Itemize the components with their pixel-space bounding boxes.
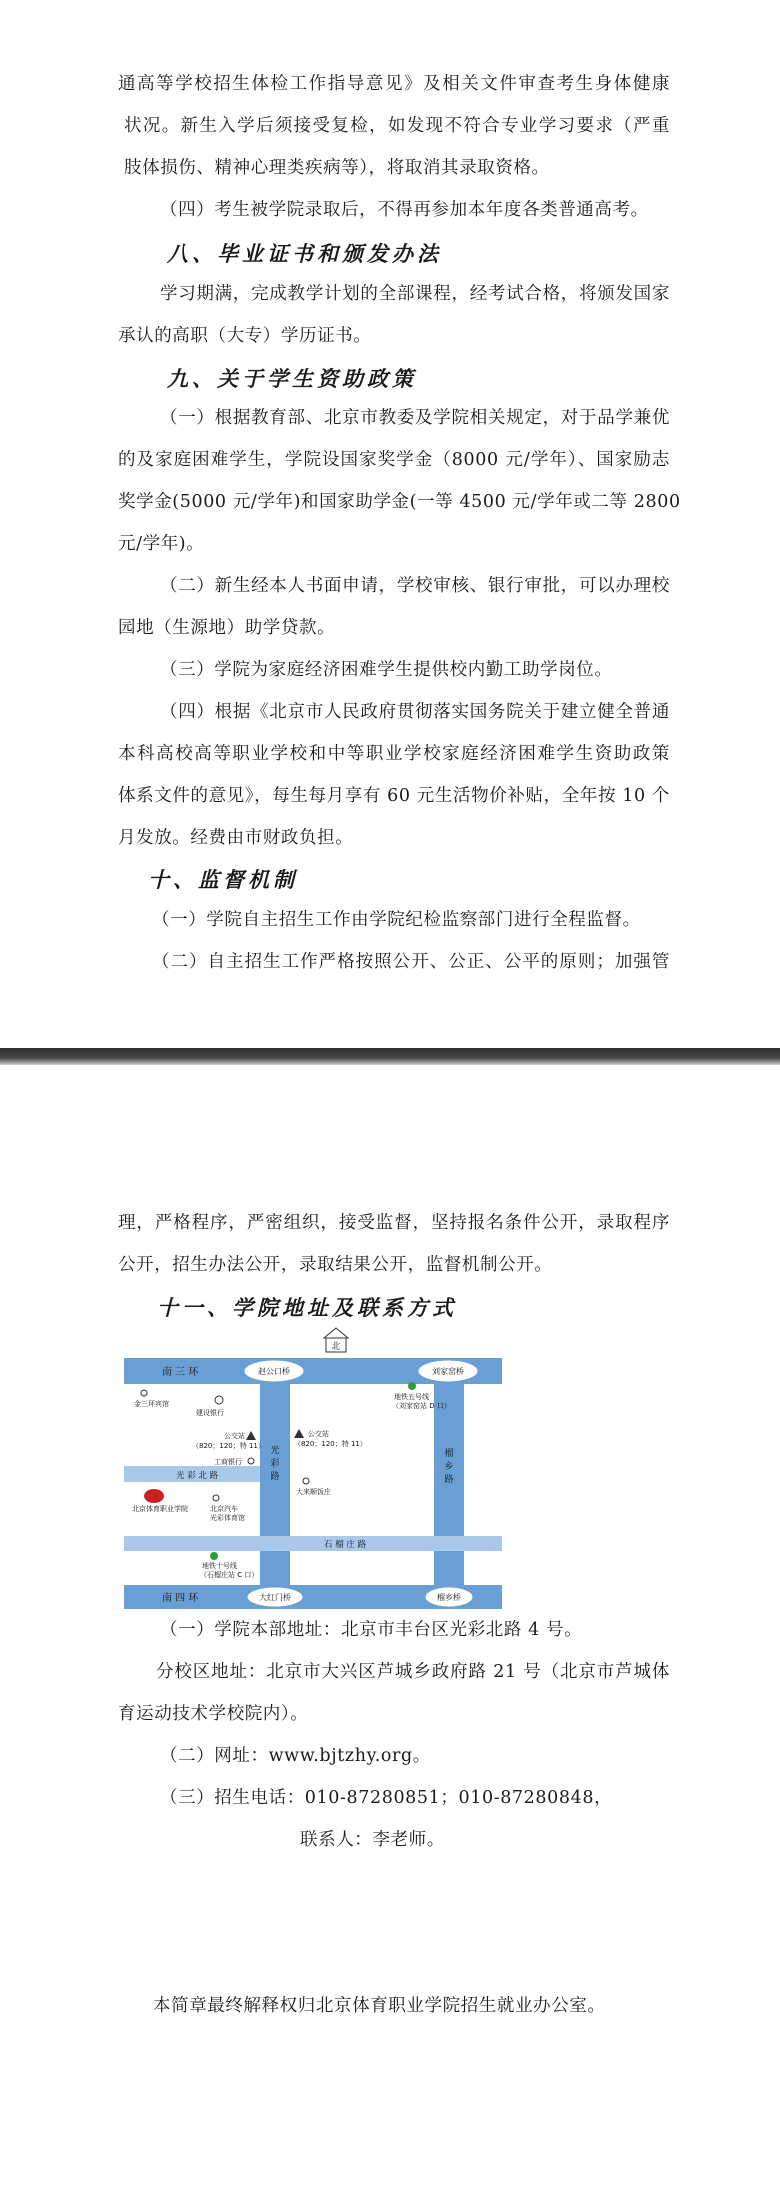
guangcai-road xyxy=(260,1384,290,1585)
bus1-routes: （820；120；特 11） xyxy=(192,1442,265,1450)
metro10-exit: （石榴庄站 C 口） xyxy=(200,1571,259,1579)
shiliuzhuang-road xyxy=(124,1536,502,1551)
metro-icon xyxy=(408,1382,416,1390)
paragraph-line: 奖学金(5000 元/学年)和国家助学金(一等 4500 元/学年或二等 2800 xyxy=(118,492,681,512)
paragraph-line: （一）根据教育部、北京市教委及学院相关规定，对于品学兼优 xyxy=(160,408,670,428)
dahongmen-label: 大红门桥 xyxy=(259,1593,291,1602)
stadium-label: 光彩体育馆 xyxy=(210,1514,245,1522)
section-heading-10: 十、监督机制 xyxy=(148,868,298,892)
paragraph-line: 学习期满，完成教学计划的全部课程，经考试合格，将颁发国家 xyxy=(160,284,670,304)
website-line: （二）网址：www.bjtzhy.org。 xyxy=(160,1746,431,1766)
footer-note: 本简章最终解释权归北京体育职业学院招生就业办公室。 xyxy=(153,1996,606,2016)
bus-stop-icon xyxy=(294,1429,304,1438)
paragraph-line: （三）学院为家庭经济困难学生提供校内勤工助学岗位。 xyxy=(160,660,613,680)
bus2-routes: （820；120；特 11） xyxy=(294,1440,367,1448)
paragraph-line: 肢体损伤、精神心理类疾病等），将取消其录取资格。 xyxy=(124,158,550,178)
metro10-label: 地铁十号线 xyxy=(202,1562,237,1570)
north-label: 北 xyxy=(331,1342,341,1352)
svg-text:彩: 彩 xyxy=(270,1459,280,1469)
phone-line: （三）招生电话：010-87280851；010-87280848， xyxy=(160,1788,613,1808)
metro5-label: 地铁五号线 xyxy=(394,1393,429,1401)
section-heading-8: 八、毕业证书和颁发办法 xyxy=(167,242,442,266)
paragraph-line: 承认的高职（大专）学历证书。 xyxy=(118,326,372,346)
svg-text:路: 路 xyxy=(444,1475,454,1485)
page-separator xyxy=(0,1048,780,1065)
svg-text:榴: 榴 xyxy=(444,1449,454,1459)
paragraph-line: 体系文件的意见》，每生每月享有 60 元生活物价补贴，全年按 10 个 xyxy=(118,786,670,806)
paragraph-line: （二）新生经本人书面申请，学校审核、银行审批，可以办理校 xyxy=(160,576,670,596)
paragraph-line: 月发放。经费由市财政负担。 xyxy=(118,828,354,848)
liuxiang-bridge-label: 榴乡桥 xyxy=(437,1593,461,1602)
bus-stop-icon xyxy=(246,1431,256,1440)
restaurant-label: 大来顺饭庄 xyxy=(296,1488,331,1496)
paragraph-line: （二）自主招生工作严格按照公开、公正、公平的原则；加强管 xyxy=(152,952,670,972)
guangcai-road-label: 光 xyxy=(270,1446,280,1456)
jinsanhuan-label: 金三环宾馆 xyxy=(134,1400,169,1408)
school-label: 北京体育职业学院 xyxy=(132,1505,188,1513)
zhaogongkou-label: 赵公口桥 xyxy=(258,1367,290,1376)
paragraph-line: 元/学年)。 xyxy=(118,534,205,554)
svg-text:路: 路 xyxy=(270,1472,280,1482)
ccb-label: 建设银行 xyxy=(196,1409,224,1417)
north-arrow-icon xyxy=(324,1328,348,1352)
icbc-label: 工商银行 xyxy=(214,1458,242,1466)
paragraph-line: 育运动技术学校院内）。 xyxy=(118,1704,309,1724)
paragraph-line: （一）学院自主招生工作由学院纪检监察部门进行全程监督。 xyxy=(152,910,641,930)
address-main: （一）学院本部地址：北京市丰台区光彩北路 4 号。 xyxy=(160,1620,583,1640)
ring4-label: 南 四 环 xyxy=(162,1593,199,1604)
section-heading-11: 十一、学院地址及联系方式 xyxy=(157,1296,457,1320)
campus-location-map xyxy=(124,1326,504,1609)
paragraph-line: 本科高校高等职业学校和中等职业学校家庭经济困难学生资助政策 xyxy=(118,744,670,764)
paragraph-line: 园地（生源地）助学贷款。 xyxy=(118,618,336,638)
liujiayao-label: 刘家窑桥 xyxy=(432,1367,464,1376)
page-1 xyxy=(0,0,780,1048)
contact-line: 联系人：李老师。 xyxy=(300,1830,445,1850)
ring3-label: 南 三 环 xyxy=(162,1367,199,1378)
svg-text:乡: 乡 xyxy=(444,1462,454,1472)
paragraph-line: 通高等学校招生体检工作指导意见》及相关文件审查考生身体健康 xyxy=(118,74,670,94)
paragraph-line: （四）根据《北京市人民政府贯彻落实国务院关于建立健全普通 xyxy=(160,702,670,722)
shiliuzhuang-label: 石 榴 庄 路 xyxy=(324,1540,367,1550)
paragraph-line: 的及家庭困难学生，学院设国家奖学金（8000 元/学年）、国家励志 xyxy=(118,450,670,470)
paragraph-line: 状况。新生入学后须接受复检，如发现不符合专业学习要求（严重 xyxy=(124,116,670,136)
address-branch: 分校区地址：北京市大兴区芦城乡政府路 21 号（北京市芦城体 xyxy=(156,1662,670,1682)
bus1-label: 公交站 xyxy=(224,1432,245,1440)
bus2-label: 公交站 xyxy=(308,1430,329,1438)
metro5-exit: （刘家窑站 D 口） xyxy=(392,1402,451,1410)
metro-icon xyxy=(210,1552,218,1560)
map-graphic xyxy=(124,1326,504,1609)
paragraph-line: 理，严格程序，严密组织，接受监督，坚持报名条件公开，录取程序 xyxy=(118,1213,670,1233)
paragraph-line: 公开，招生办法公开，录取结果公开，监督机制公开。 xyxy=(118,1255,553,1275)
guangcai-beilu-label: 光 彩 北 路 xyxy=(176,1471,219,1481)
paragraph-line: （四）考生被学院录取后，不得再参加本年度各类普通高考。 xyxy=(160,200,649,220)
school-marker-icon xyxy=(144,1489,164,1503)
auto-label: 北京汽车 xyxy=(210,1505,238,1513)
section-heading-9: 九、关于学生资助政策 xyxy=(167,367,417,391)
